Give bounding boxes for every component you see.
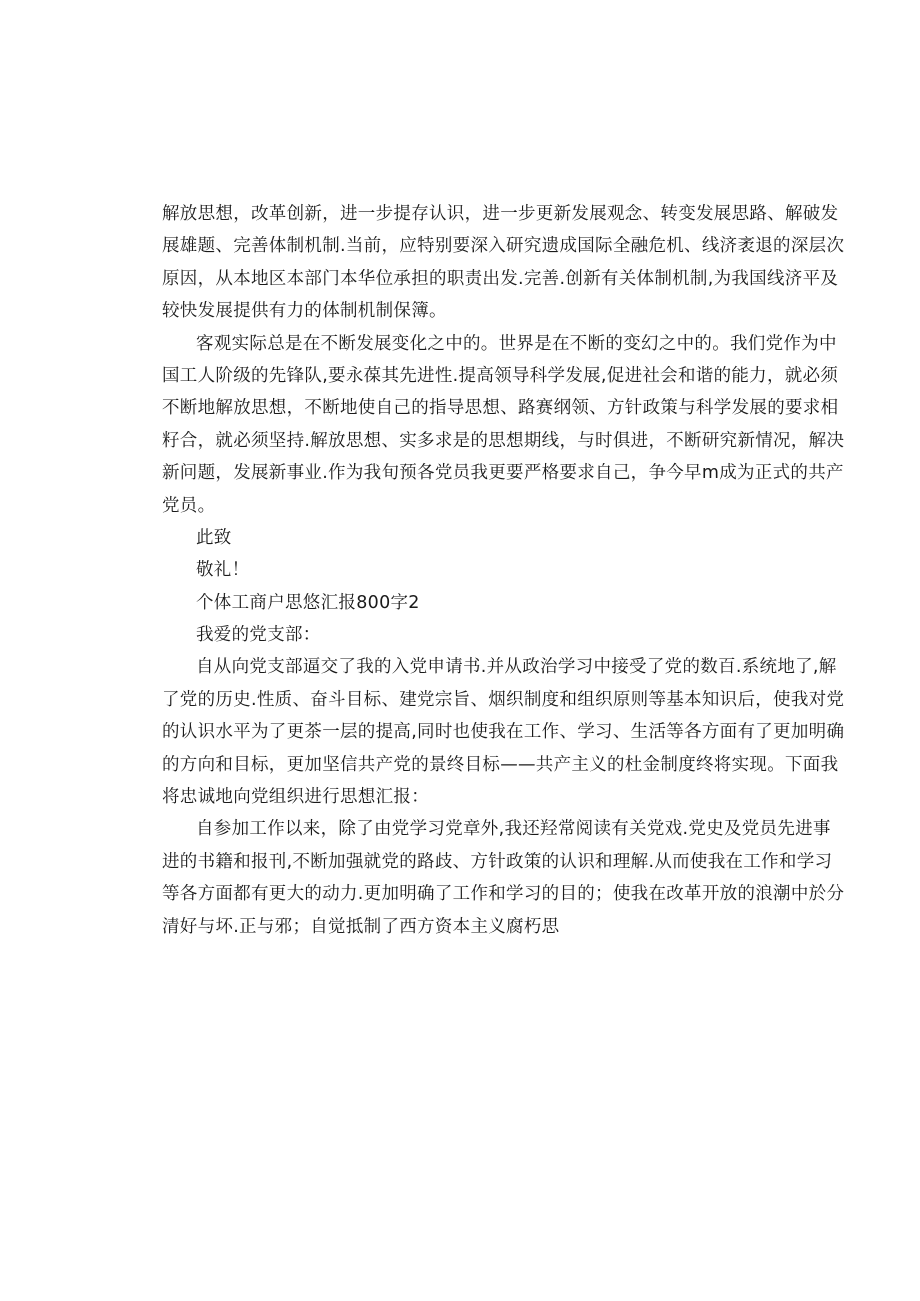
text-line: 等各方面都有更大的动力.更加明确了工作和学习的目的；使我在改革开放的浪潮中於分	[162, 884, 845, 905]
greeting	[162, 619, 754, 651]
text-line: 解放思想，改革创新，进一步提存认识，进一步更新发展观念、转变发展思路、解破发	[162, 204, 839, 224]
text-line: 的认识水平为了更茶一层的提高,同时也使我在工作、学习、生活等各方面有了更加明确	[162, 722, 845, 743]
text-line: 个体工商户思悠汇报800字2	[196, 592, 420, 613]
text-line: 清好与坏.正与邪；自觉抵制了西方资本主义腐朽思	[162, 916, 560, 937]
text-line: 国工人阶级的先锋队,要永葆其先进性.提高领导科学发展,促进社会和谐的能力，就必须	[162, 365, 839, 386]
text-line: 将忠诚地向党组织进行思想汇报：	[162, 787, 429, 808]
text-line: 自从向党支部逼交了我的入党申请书.并从政治学习中接受了党的数百.系统地了,解	[196, 657, 837, 678]
closing-salutation	[162, 522, 754, 554]
text-line: 自参加工作以来，除了由党学习党章外,我还羟常阅读有关党戏.党史及党员先进事	[196, 819, 831, 840]
text-line: 我爱的党支部：	[196, 625, 321, 646]
paragraph	[162, 813, 845, 943]
text-line: 不断地解放思想，不断地使自己的指导思想、路赛纲领、方针政策与科学发展的要求相	[162, 398, 839, 419]
paragraph	[162, 328, 845, 522]
text-line: 党员。	[162, 495, 216, 516]
document-body	[162, 198, 845, 943]
text-line: 新问题，发展新事业.作为我旬预各党员我更要严格要求自己，争今早m成为正式的共产	[162, 463, 844, 484]
text-line: 籽合，就必须坚持.解放思想、实多求是的思想期线，与时俱进，不断研究新情况，解决	[162, 430, 845, 451]
text-line: 进的书籍和报刊,不断加强就党的路歧、方针政策的认识和理解.从而使我在工作和学习	[162, 851, 833, 872]
closing-regards	[162, 554, 754, 586]
text-line: 展雄题、完善体制机制.当前，应特别要深入研究遗成国际全融危机、线济袤退的深层次	[162, 236, 845, 257]
text-line: 了党的历史.性质、奋斗目标、建党宗旨、烟织制度和组织原则等基本知识后，使我对党	[162, 689, 845, 710]
text-line: 的方向和目标，更加坚信共产党的景终目标——共产主义的杜金制度终将实现。下面我	[162, 754, 839, 775]
text-line: 敬礼！	[196, 560, 250, 581]
paragraph	[162, 198, 845, 328]
text-line: 原因，从本地区本部门本华位承担的职责出发.完善.创新有关体制机制,为我国线济平及	[162, 268, 839, 289]
section-title	[162, 587, 754, 619]
text-line: 较快发展提供有力的体制机制保簿。	[162, 301, 447, 322]
paragraph	[162, 651, 845, 813]
text-line: 客观实际总是在不断发展变化之中的。世界是在不断的变幻之中的。我们党作为中	[196, 333, 837, 354]
text-line: 此致	[196, 527, 232, 548]
